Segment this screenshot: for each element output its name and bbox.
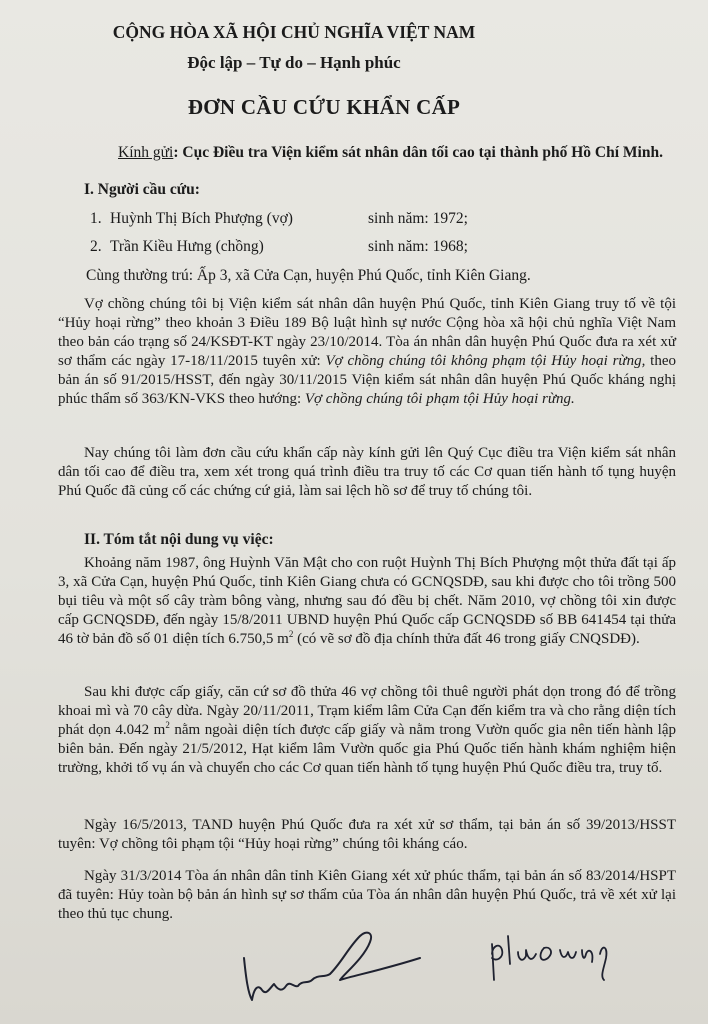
requester-number: 2. bbox=[90, 238, 102, 255]
paragraph-text: (có vẽ sơ đồ địa chính thửa đất 46 trong giấy CNQSDĐ). bbox=[293, 631, 640, 647]
paragraph-text: Sau khi được cấp giấy, căn cứ sơ đồ thửa 46 vợ chồng tôi thuê người phát dọn trong đó để trồng khoai mì và 70 cây dừa. Ngày 20/11/2011, Trạm kiểm lâm Cửa Cạn đến kiểm tra và cho rằng diện tích phát dọn 4.042 m bbox=[58, 684, 676, 738]
requester-name: Huỳnh Thị Bích Phượng (vợ) bbox=[110, 210, 293, 227]
requester-number: 1. bbox=[90, 210, 102, 227]
section-2-heading: II. Tóm tắt nội dung vụ việc: bbox=[84, 531, 274, 548]
verdict-italic: Vợ chồng chúng tôi không phạm tội Hủy hoại rừng, bbox=[325, 353, 646, 369]
signature-husband bbox=[232, 918, 432, 1013]
superscript: 2 bbox=[288, 629, 294, 639]
recipient-label: Kính gửi bbox=[118, 144, 174, 161]
paragraph-text: Khoảng năm 1987, ông Huỳnh Văn Mật cho con ruột Huỳnh Thị Bích Phượng một thửa đất tại ấp 3, xã Cửa Cạn, huyện Phú Quốc, tỉnh Kiên Giang chưa có GCNQSDĐ, sau khi được cho tôi trồng 500 bụi tiêu và một số cây tràm bông vàng, nhưng sau đó đều bị chết. Năm 2010, vợ chồng tôi xin được cấp GCNQSDĐ, đến ngày 15/8/2011 UBND huyện Phú Quốc cấp GCNQSDĐ số BB 641454 tại thửa 46 tờ bản đồ số 01 diện tích 6.750,5 m bbox=[58, 555, 676, 647]
requester-birth-year: sinh năm: 1972; bbox=[368, 210, 468, 227]
requester-row bbox=[90, 238, 530, 258]
superscript: 2 bbox=[165, 720, 170, 730]
paragraph-text: Vợ chồng chúng tôi bị Viện kiểm sát nhân dân huyện Phú Quốc, tỉnh Kiên Giang truy tố về tội “Hủy hoại rừng” theo khoản 3 Điều 189 Bộ luật hình sự nước Cộng hòa xã hội chủ nghĩa Việt Nam theo bản cáo trạng số 24/KSĐT-KT ngày 23/10/2014. Tòa án nhân dân huyện Phú Quốc đưa ra xét xử sơ thẩm các ngày 17-18/11/2015 tuyên xử: bbox=[58, 296, 676, 369]
paragraph-first-trial: Ngày 16/5/2013, TAND huyện Phú Quốc đưa ra xét xử sơ thẩm, tại bản án số 39/2013/HSST tuyên: Vợ chồng tôi phạm tội “Hủy hoại rừng” chúng tôi kháng cáo. bbox=[58, 817, 676, 852]
appeal-italic: Vợ chồng chúng tôi phạm tội Hủy hoại rừng. bbox=[304, 391, 575, 407]
paragraph-appeal-trial: Ngày 31/3/2014 Tòa án nhân dân tỉnh Kiên Giang xét xử phúc thẩm, tại bản án số 83/2014/HSPT đã tuyên: Hủy toàn bộ bản án hình sự sơ thẩm của Tòa án nhân dân huyện Phú Quốc, trả về xét xử lại theo thủ tục chung. bbox=[58, 868, 676, 922]
requester-birth-year: sinh năm: 1968; bbox=[368, 238, 468, 255]
paragraph-request: Nay chúng tôi làm đơn cầu cứu khẩn cấp này kính gửi lên Quý Cục điều tra Viện kiểm sát nhân dân tối cao để điều tra, xem xét trong quá trình điều tra truy tố các Cơ quan tiến hành tố tụng huyện Phú Quốc đã củng cố các chứng cứ giả, làm sai lệch hồ sơ để truy tố chúng tôi. bbox=[58, 445, 676, 499]
signature-wife bbox=[478, 924, 648, 984]
paragraph-text: theo bản án số 91/2015/HSST, đến ngày 30/11/2015 Viện kiểm sát nhân dân huyện Phú Quốc kháng nghị phúc thẩm số 363/KN-VKS theo hướng: bbox=[58, 353, 676, 407]
paragraph-prosecution bbox=[58, 295, 676, 409]
paragraph-land-history bbox=[58, 554, 676, 649]
requester-row bbox=[90, 210, 530, 230]
requester-name: Trần Kiều Hưng (chồng) bbox=[110, 238, 264, 255]
motto-heading: Độc lập – Tự do – Hạnh phúc bbox=[187, 53, 401, 72]
section-1-heading: I. Người cầu cứu: bbox=[84, 181, 200, 198]
recipient-value: : Cục Điều tra Viện kiểm sát nhân dân tối cao tại thành phố Hồ Chí Minh. bbox=[173, 144, 663, 161]
paragraph-text: nằm ngoài diện tích được cấp giấy và nằm trong Vườn quốc gia nên tiến hành lập biên bản. Đến ngày 21/5/2012, Hạt kiểm lâm Vườn quốc gia Phú Quốc tiến hành khám nghiệm hiện trường, khởi tố vụ án và chuyển cho các Cơ quan tiến hành tố tụng huyện Phú Quốc điều tra, truy tố. bbox=[58, 722, 676, 776]
nation-heading: CỘNG HÒA XÃ HỘI CHỦ NGHĨA VIỆT NAM bbox=[112, 22, 476, 42]
paragraph-inspection bbox=[58, 683, 676, 778]
recipient-line bbox=[118, 144, 663, 162]
residence-line: Cùng thường trú: Ấp 3, xã Cửa Cạn, huyện Phú Quốc, tỉnh Kiên Giang. bbox=[86, 267, 531, 284]
document-title: ĐƠN CẦU CỨU KHẨN CẤP bbox=[187, 95, 461, 119]
